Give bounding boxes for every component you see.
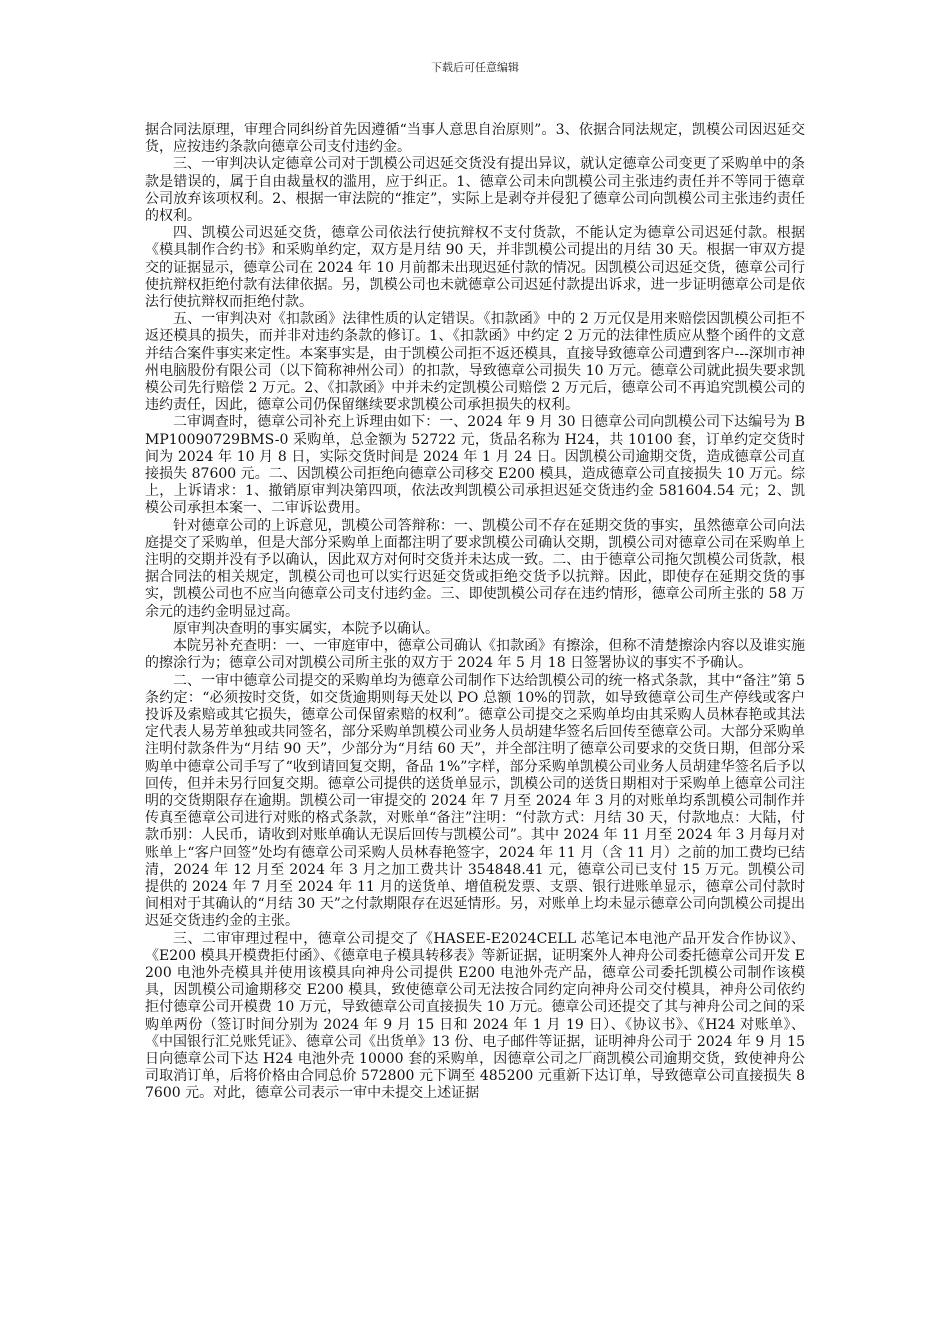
page-header-note: 下载后可任意编辑 xyxy=(431,61,519,74)
paragraph-second-instance-investigation: 二审调查时，德章公司补充上诉理由如下：一、2024 年 9 月 30 日德章公司向凯模公司下达编号为 BMP10090729BMS-0 采购单，总金额为 52722 元，货品名称为 H24，共 10100 套，订单约定交货时间为 2024 年 10 月 8 日，实际交货时间是 2024 年 1 月 24 日。因凯模公司逾期交货，造成德章公司直接损失 87600 元。二、因凯模公司拒绝向德章公司移交 E200 模具，造成德章公司直接损失 10 万元。综上，上诉请求：1、撤销原审判决第四项，依法改判凯模公司承担迟延交货违约金 581604.54 元；2、凯模公司承担本案一、二审诉讼费用。 xyxy=(145,414,805,517)
paragraph-finding-three: 三、二审审理过程中，德章公司提交了《HASEE-E2024CELL 芯笔记本电池产品开发合作协议》、《E200 模具开模费拒付函》、《德章电子模具转移表》等新证据，证明案外人神舟公司委托德章公司开发 E200 电池外壳模具并使用该模具向神舟公司提供 E200 电池外壳产品，德章公司委托凯模公司制作该模具，因凯模公司逾期移交 E200 模具，致使德章公司无法按合同约定向神舟公司交付模具，神舟公司依约拒付德章公司开模费 10 万元，导致德章公司直接损失 10 万元。德章公司还提交了其与神舟公司之间的采购单两份（签订时间分别为 2024 年 9 月 15 日和 2024 年 1 月 19 日）、《协议书》、《H24 对账单》、《中国银行汇兑账凭证》、德章公司《出货单》13 份、电子邮件等证据，证明神舟公司于 2024 年 9 月 15 日向德章公司下达 H24 电池外壳 10000 套的采购单，因德章公司之厂商凯模公司逾期交货，致使神舟公司取消订单，后将价格由合同总价 572800 元下调至 485200 元重新下达订单，导致德章公司直接损失 87600 元。对此，德章公司表示一审中未提交上述证据 xyxy=(145,930,805,1102)
paragraph-finding-two: 二、一审中德章公司提交的采购单均为德章公司制作下达给凯模公司的统一格式条款，其中“备注”第 5 条约定：“必须按时交货，如交货逾期则每天处以 PO 总额 10%的罚款，如导致德章公司生产停线或客户投诉及索赔或其它损失，德章公司保留索赔的权利”。德章公司提交之采购单均由其采购人员林春艳或其法定代表人易芳单独或共同签名，部分采购单凯模公司业务人员胡建华签名后回传至德章公司。大部分采购单注明付款条件为“月结 90 天”，少部分为“月结 60 天”，并全部注明了德章公司要求的交货日期，但部分采购单中德章公司手写了“收到请回复交期，备品 1%”字样，部分采购单凯模公司业务人员胡建华签名后予以回传，但并未另行回复交期。德章公司提供的送货单显示，凯模公司的送货日期相对于采购单上德章公司注明的交货期限存在逾期。凯模公司一审提交的 2024 年 7 月至 2024 年 3 月的对账单均系凯模公司制作并传真至德章公司进行对账的格式条款，对账单“备注”注明：“付款方式：月结 30 天，付款地点：大陆，付款币别：人民币，请收到对账单确认无误后回传与凯模公司”。其中 2024 年 11 月至 2024 年 3 月每月对账单上“客户回签”处均有德章公司采购人员林春艳签字，2024 年 11 月（含 11 月）之前的加工费均已结清，2024 年 12 月至 2024 年 3 月之加工费共计 354848.41 元，德章公司已支付 15 万元。凯模公司提供的 2024 年 7 月至 2024 年 11 月的送货单、增值税发票、支票、银行进账单显示，德章公司付款时间相对于其确认的“月结 30 天”之付款期限存在迟延情形。另，对账单上均未显示德章公司向凯模公司提出迟延交货违约金的主张。 xyxy=(145,672,805,930)
paragraph-continuation: 据合同法原理，审理合同纠纷首先因遵循“当事人意思自治原则”。3、依据合同法规定，凯模公司因迟延交货，应按违约条款向德章公司支付违约金。 xyxy=(145,122,805,156)
paragraph-point-five: 五、一审判决对《扣款函》法律性质的认定错误。《扣款函》中的 2 万元仅是用来赔偿因凯模公司拒不返还模具的损失，而并非对违约条款的修订。1、《扣款函》中约定 2 万元的法律性质应从整个函件的文意并结合案件事实来定性。本案事实是，由于凯模公司拒不返还模具，直接导致德章公司遭到客户---深圳市神州电脑股份有限公司（以下简称神州公司）的扣款，导致德章公司损失 10 万元。德章公司就此损失要求凯模公司先行赔偿 2 万元。2、《扣款函》中并未约定凯模公司赔偿 2 万元后，德章公司不再追究凯模公司的违约责任，因此，德章公司仍保留继续要求凯模公司承担损失的权利。 xyxy=(145,311,805,414)
paragraph-point-three: 三、一审判决认定德章公司对于凯模公司迟延交货没有提出异议，就认定德章公司变更了采购单中的条款是错误的，属于自由裁量权的滥用，应于纠正。1、德章公司未向凯模公司主张违约责任并不等同于德章公司放弃该项权利。2、根据一审法院的“推定”，实际上是剥夺并侵犯了德章公司向凯模公司主张违约责任的权利。 xyxy=(145,156,805,225)
document-body xyxy=(145,122,805,1103)
paragraph-defense-response: 针对德章公司的上诉意见，凯模公司答辩称：一、凯模公司不存在延期交货的事实，虽然德章公司向法庭提交了采购单，但是大部分采购单上面都注明了要求凯模公司确认交期，凯模公司对德章公司在采购单上注明的交期并没有予以确认，因此双方对何时交货并未达成一致。二、由于德章公司拖欠凯模公司货款，根据合同法的相关规定，凯模公司也可以实行迟延交货或拒绝交货予以抗辩。因此，即使存在延期交货的事实，凯模公司也不应当向德章公司支付违约金。三、即使凯模公司存在违约情形，德章公司所主张的 58 万余元的违约金明显过高。 xyxy=(145,517,805,620)
paragraph-facts-confirmed: 原审判决查明的事实属实，本院予以确认。 xyxy=(173,620,439,637)
paragraph-point-four: 四、凯模公司迟延交货，德章公司依法行使抗辩权不支付货款，不能认定为德章公司迟延付款。根据《模具制作合约书》和采购单约定，双方是月结 90 天，并非凯模公司提出的月结 30 天。根据一审双方提交的证据显示，德章公司在 2024 年 10 月前都未出现迟延付款的情况。因凯模公司迟延交货，德章公司行使抗辩权拒绝付款有法律依据。另，凯模公司也未就德章公司迟延付款提出诉求，进一步证明德章公司是依法行使抗辩权而拒绝付款。 xyxy=(145,225,805,311)
paragraph-supplementary-findings: 本院另补充查明：一、一审庭审中，德章公司确认《扣款函》有擦涂，但称不清楚擦涂内容以及谁实施的擦涂行为；德章公司对凯模公司所主张的双方于 2024 年 5 月 18 日签署协议的事实不予确认。 xyxy=(145,638,805,672)
